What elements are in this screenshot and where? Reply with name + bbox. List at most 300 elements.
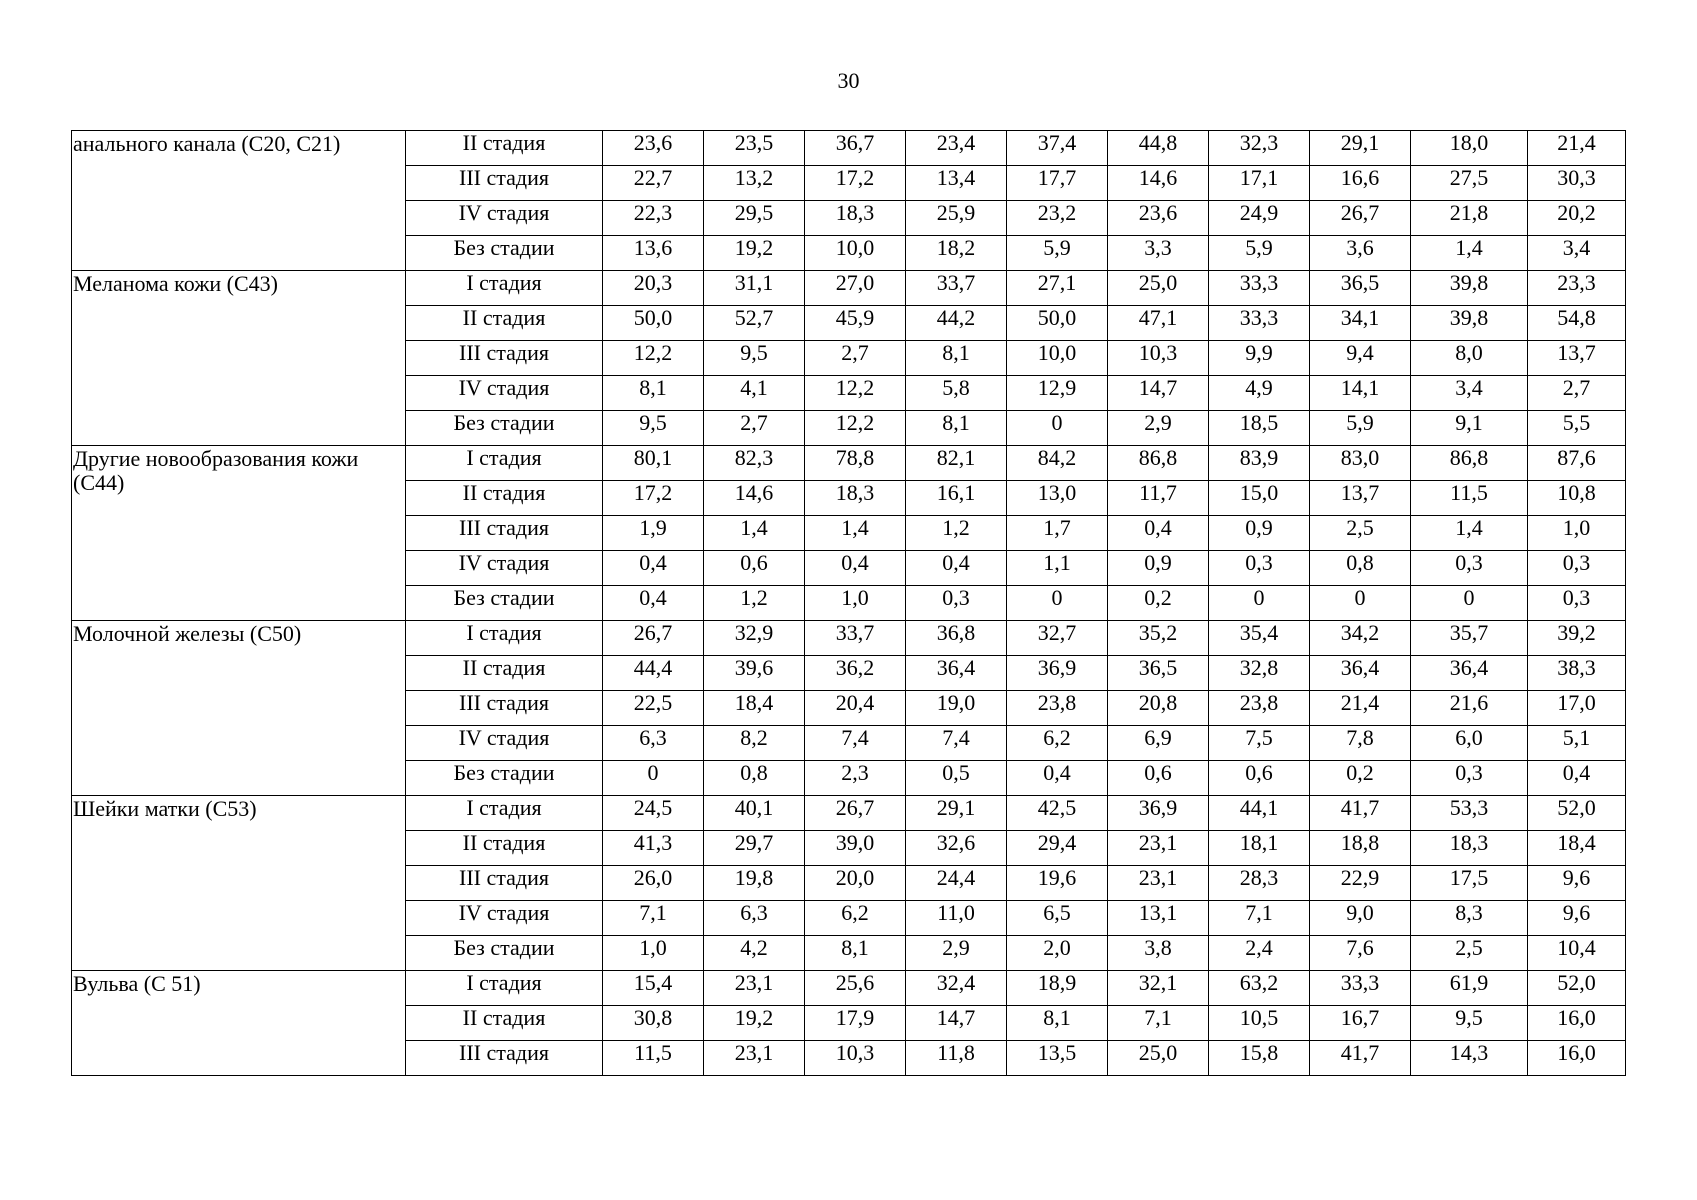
value-cell: 0,2 [1108, 586, 1209, 621]
value-cell: 5,5 [1528, 411, 1626, 446]
value-cell: 8,0 [1411, 341, 1528, 376]
value-cell: 9,4 [1310, 341, 1411, 376]
value-cell: 36,2 [805, 656, 906, 691]
value-cell: 10,0 [1007, 341, 1108, 376]
value-cell: 0,2 [1310, 761, 1411, 796]
value-cell: 0 [603, 761, 704, 796]
value-cell: 14,3 [1411, 1041, 1528, 1076]
value-cell: 13,6 [603, 236, 704, 271]
value-cell: 10,0 [805, 236, 906, 271]
value-cell: 13,1 [1108, 901, 1209, 936]
value-cell: 39,0 [805, 831, 906, 866]
value-cell: 24,9 [1209, 201, 1310, 236]
value-cell: 7,1 [603, 901, 704, 936]
value-cell: 4,1 [704, 376, 805, 411]
stage-label: III стадия [406, 341, 603, 376]
value-cell: 23,8 [1007, 691, 1108, 726]
value-cell: 0,8 [1310, 551, 1411, 586]
value-cell: 50,0 [603, 306, 704, 341]
value-cell: 19,0 [906, 691, 1007, 726]
value-cell: 18,3 [805, 201, 906, 236]
value-cell: 82,3 [704, 446, 805, 481]
value-cell: 0,4 [906, 551, 1007, 586]
stage-label: Без стадии [406, 236, 603, 271]
value-cell: 9,5 [1411, 1006, 1528, 1041]
value-cell: 8,2 [704, 726, 805, 761]
value-cell: 25,9 [906, 201, 1007, 236]
value-cell: 26,7 [1310, 201, 1411, 236]
value-cell: 39,6 [704, 656, 805, 691]
stage-label: II стадия [406, 656, 603, 691]
value-cell: 87,6 [1528, 446, 1626, 481]
value-cell: 84,2 [1007, 446, 1108, 481]
value-cell: 14,6 [1108, 166, 1209, 201]
value-cell: 80,1 [603, 446, 704, 481]
page-number: 30 [837, 68, 860, 93]
value-cell: 27,0 [805, 271, 906, 306]
value-cell: 83,0 [1310, 446, 1411, 481]
value-cell: 0,4 [1007, 761, 1108, 796]
value-cell: 10,3 [1108, 341, 1209, 376]
value-cell: 12,9 [1007, 376, 1108, 411]
value-cell: 6,3 [704, 901, 805, 936]
value-cell: 21,4 [1528, 131, 1626, 166]
value-cell: 23,1 [1108, 866, 1209, 901]
value-cell: 33,7 [805, 621, 906, 656]
value-cell: 4,9 [1209, 376, 1310, 411]
value-cell: 36,5 [1310, 271, 1411, 306]
value-cell: 24,4 [906, 866, 1007, 901]
value-cell: 86,8 [1411, 446, 1528, 481]
value-cell: 0,6 [1108, 761, 1209, 796]
value-cell: 0,5 [906, 761, 1007, 796]
value-cell: 8,1 [805, 936, 906, 971]
stage-distribution-table [71, 130, 1626, 1076]
value-cell: 0,3 [1411, 761, 1528, 796]
value-cell: 0 [1007, 586, 1108, 621]
value-cell: 2,7 [805, 341, 906, 376]
value-cell: 18,4 [704, 691, 805, 726]
value-cell: 20,3 [603, 271, 704, 306]
value-cell: 23,1 [704, 1041, 805, 1076]
value-cell: 33,3 [1310, 971, 1411, 1006]
value-cell: 0,9 [1209, 516, 1310, 551]
stage-label: I стадия [406, 621, 603, 656]
stage-label: Без стадии [406, 586, 603, 621]
stage-label: IV стадия [406, 201, 603, 236]
value-cell: 27,1 [1007, 271, 1108, 306]
value-cell: 17,0 [1528, 691, 1626, 726]
value-cell: 32,1 [1108, 971, 1209, 1006]
value-cell: 1,4 [1411, 236, 1528, 271]
value-cell: 23,4 [906, 131, 1007, 166]
value-cell: 22,9 [1310, 866, 1411, 901]
value-cell: 0,6 [704, 551, 805, 586]
stage-label: II стадия [406, 831, 603, 866]
value-cell: 2,7 [1528, 376, 1626, 411]
value-cell: 14,7 [1108, 376, 1209, 411]
value-cell: 82,1 [906, 446, 1007, 481]
value-cell: 10,4 [1528, 936, 1626, 971]
stage-label: I стадия [406, 446, 603, 481]
value-cell: 1,1 [1007, 551, 1108, 586]
value-cell: 1,4 [704, 516, 805, 551]
value-cell: 0 [1411, 586, 1528, 621]
value-cell: 23,1 [1108, 831, 1209, 866]
value-cell: 0,4 [1108, 516, 1209, 551]
value-cell: 8,1 [603, 376, 704, 411]
value-cell: 44,2 [906, 306, 1007, 341]
value-cell: 2,5 [1310, 516, 1411, 551]
value-cell: 0,3 [1411, 551, 1528, 586]
stage-label: II стадия [406, 1006, 603, 1041]
value-cell: 6,2 [805, 901, 906, 936]
value-cell: 36,8 [906, 621, 1007, 656]
value-cell: 3,8 [1108, 936, 1209, 971]
value-cell: 5,1 [1528, 726, 1626, 761]
value-cell: 9,5 [704, 341, 805, 376]
value-cell: 23,3 [1528, 271, 1626, 306]
stage-label: I стадия [406, 271, 603, 306]
stage-label: III стадия [406, 866, 603, 901]
value-cell: 7,6 [1310, 936, 1411, 971]
value-cell: 39,8 [1411, 306, 1528, 341]
value-cell: 0,4 [1528, 761, 1626, 796]
value-cell: 3,6 [1310, 236, 1411, 271]
value-cell: 33,3 [1209, 271, 1310, 306]
stage-label: Без стадии [406, 761, 603, 796]
value-cell: 16,7 [1310, 1006, 1411, 1041]
value-cell: 14,1 [1310, 376, 1411, 411]
value-cell: 29,1 [1310, 131, 1411, 166]
value-cell: 37,4 [1007, 131, 1108, 166]
value-cell: 19,2 [704, 236, 805, 271]
value-cell: 52,0 [1528, 971, 1626, 1006]
value-cell: 25,0 [1108, 1041, 1209, 1076]
value-cell: 40,1 [704, 796, 805, 831]
value-cell: 15,8 [1209, 1041, 1310, 1076]
value-cell: 7,8 [1310, 726, 1411, 761]
value-cell: 17,2 [603, 481, 704, 516]
value-cell: 7,1 [1209, 901, 1310, 936]
stage-label: II стадия [406, 481, 603, 516]
value-cell: 23,1 [704, 971, 805, 1006]
value-cell: 33,3 [1209, 306, 1310, 341]
value-cell: 11,8 [906, 1041, 1007, 1076]
value-cell: 26,7 [603, 621, 704, 656]
table-row [72, 131, 1626, 166]
value-cell: 28,3 [1209, 866, 1310, 901]
value-cell: 23,2 [1007, 201, 1108, 236]
value-cell: 9,9 [1209, 341, 1310, 376]
value-cell: 44,4 [603, 656, 704, 691]
value-cell: 23,5 [704, 131, 805, 166]
value-cell: 20,2 [1528, 201, 1626, 236]
value-cell: 4,2 [704, 936, 805, 971]
stage-label: III стадия [406, 166, 603, 201]
stage-label: II стадия [406, 131, 603, 166]
value-cell: 8,1 [906, 341, 1007, 376]
value-cell: 36,9 [1108, 796, 1209, 831]
value-cell: 6,3 [603, 726, 704, 761]
value-cell: 5,9 [1310, 411, 1411, 446]
value-cell: 1,0 [603, 936, 704, 971]
group-label: Другие новообразования кожи (С44) [72, 446, 406, 621]
value-cell: 32,3 [1209, 131, 1310, 166]
value-cell: 23,6 [603, 131, 704, 166]
value-cell: 36,4 [1411, 656, 1528, 691]
value-cell: 35,7 [1411, 621, 1528, 656]
value-cell: 29,5 [704, 201, 805, 236]
value-cell: 20,4 [805, 691, 906, 726]
value-cell: 16,0 [1528, 1041, 1626, 1076]
value-cell: 35,2 [1108, 621, 1209, 656]
value-cell: 36,9 [1007, 656, 1108, 691]
value-cell: 50,0 [1007, 306, 1108, 341]
value-cell: 1,0 [1528, 516, 1626, 551]
value-cell: 18,4 [1528, 831, 1626, 866]
stage-label: III стадия [406, 516, 603, 551]
value-cell: 1,2 [906, 516, 1007, 551]
stage-label: IV стадия [406, 551, 603, 586]
value-cell: 36,5 [1108, 656, 1209, 691]
stage-label: II стадия [406, 306, 603, 341]
value-cell: 12,2 [603, 341, 704, 376]
value-cell: 32,8 [1209, 656, 1310, 691]
value-cell: 52,0 [1528, 796, 1626, 831]
value-cell: 2,4 [1209, 936, 1310, 971]
value-cell: 2,7 [704, 411, 805, 446]
value-cell: 29,4 [1007, 831, 1108, 866]
value-cell: 3,4 [1411, 376, 1528, 411]
value-cell: 0,3 [906, 586, 1007, 621]
value-cell: 47,1 [1108, 306, 1209, 341]
stage-label: III стадия [406, 1041, 603, 1076]
value-cell: 12,2 [805, 376, 906, 411]
group-label: Шейки матки (С53) [72, 796, 406, 971]
value-cell: 0,3 [1528, 586, 1626, 621]
value-cell: 8,3 [1411, 901, 1528, 936]
value-cell: 29,7 [704, 831, 805, 866]
value-cell: 53,3 [1411, 796, 1528, 831]
value-cell: 5,9 [1007, 236, 1108, 271]
value-cell: 13,7 [1310, 481, 1411, 516]
value-cell: 26,7 [805, 796, 906, 831]
value-cell: 36,4 [906, 656, 1007, 691]
value-cell: 61,9 [1411, 971, 1528, 1006]
value-cell: 20,0 [805, 866, 906, 901]
table-row [72, 446, 1626, 481]
value-cell: 0,4 [603, 551, 704, 586]
value-cell: 10,8 [1528, 481, 1626, 516]
value-cell: 11,0 [906, 901, 1007, 936]
value-cell: 2,5 [1411, 936, 1528, 971]
value-cell: 34,2 [1310, 621, 1411, 656]
stage-label: IV стадия [406, 901, 603, 936]
value-cell: 21,6 [1411, 691, 1528, 726]
value-cell: 21,4 [1310, 691, 1411, 726]
value-cell: 23,8 [1209, 691, 1310, 726]
stage-label: I стадия [406, 796, 603, 831]
value-cell: 24,5 [603, 796, 704, 831]
value-cell: 14,6 [704, 481, 805, 516]
value-cell: 18,2 [906, 236, 1007, 271]
value-cell: 0,6 [1209, 761, 1310, 796]
stage-label: Без стадии [406, 411, 603, 446]
value-cell: 9,0 [1310, 901, 1411, 936]
value-cell: 17,9 [805, 1006, 906, 1041]
value-cell: 8,1 [906, 411, 1007, 446]
value-cell: 17,1 [1209, 166, 1310, 201]
value-cell: 9,6 [1528, 901, 1626, 936]
value-cell: 30,3 [1528, 166, 1626, 201]
value-cell: 0,9 [1108, 551, 1209, 586]
value-cell: 32,4 [906, 971, 1007, 1006]
value-cell: 9,5 [603, 411, 704, 446]
value-cell: 2,0 [1007, 936, 1108, 971]
value-cell: 39,2 [1528, 621, 1626, 656]
value-cell: 5,8 [906, 376, 1007, 411]
value-cell: 12,2 [805, 411, 906, 446]
value-cell: 29,1 [906, 796, 1007, 831]
value-cell: 9,1 [1411, 411, 1528, 446]
group-label: Молочной железы (С50) [72, 621, 406, 796]
value-cell: 16,0 [1528, 1006, 1626, 1041]
value-cell: 38,3 [1528, 656, 1626, 691]
value-cell: 21,8 [1411, 201, 1528, 236]
group-label: Вульва (С 51) [72, 971, 406, 1076]
value-cell: 16,6 [1310, 166, 1411, 201]
table-row [72, 621, 1626, 656]
value-cell: 0,3 [1528, 551, 1626, 586]
value-cell: 83,9 [1209, 446, 1310, 481]
value-cell: 10,5 [1209, 1006, 1310, 1041]
value-cell: 13,0 [1007, 481, 1108, 516]
group-label: Меланома кожи (С43) [72, 271, 406, 446]
value-cell: 31,1 [704, 271, 805, 306]
value-cell: 11,5 [603, 1041, 704, 1076]
value-cell: 41,7 [1310, 1041, 1411, 1076]
value-cell: 7,4 [805, 726, 906, 761]
value-cell: 0,4 [805, 551, 906, 586]
value-cell: 34,1 [1310, 306, 1411, 341]
value-cell: 3,3 [1108, 236, 1209, 271]
value-cell: 44,1 [1209, 796, 1310, 831]
value-cell: 32,9 [704, 621, 805, 656]
value-cell: 6,9 [1108, 726, 1209, 761]
value-cell: 17,7 [1007, 166, 1108, 201]
value-cell: 19,8 [704, 866, 805, 901]
value-cell: 18,5 [1209, 411, 1310, 446]
value-cell: 1,2 [704, 586, 805, 621]
value-cell: 19,6 [1007, 866, 1108, 901]
value-cell: 18,3 [805, 481, 906, 516]
value-cell: 2,9 [906, 936, 1007, 971]
value-cell: 20,8 [1108, 691, 1209, 726]
value-cell: 7,5 [1209, 726, 1310, 761]
value-cell: 41,3 [603, 831, 704, 866]
value-cell: 25,0 [1108, 271, 1209, 306]
value-cell: 54,8 [1528, 306, 1626, 341]
value-cell: 0 [1007, 411, 1108, 446]
value-cell: 7,1 [1108, 1006, 1209, 1041]
value-cell: 18,3 [1411, 831, 1528, 866]
value-cell: 17,5 [1411, 866, 1528, 901]
value-cell: 3,4 [1528, 236, 1626, 271]
table-row [72, 971, 1626, 1006]
value-cell: 7,4 [906, 726, 1007, 761]
value-cell: 15,4 [603, 971, 704, 1006]
stage-label: I стадия [406, 971, 603, 1006]
value-cell: 25,6 [805, 971, 906, 1006]
value-cell: 22,3 [603, 201, 704, 236]
value-cell: 1,4 [805, 516, 906, 551]
value-cell: 13,2 [704, 166, 805, 201]
value-cell: 5,9 [1209, 236, 1310, 271]
value-cell: 19,2 [704, 1006, 805, 1041]
value-cell: 22,5 [603, 691, 704, 726]
value-cell: 0,8 [704, 761, 805, 796]
value-cell: 23,6 [1108, 201, 1209, 236]
value-cell: 13,5 [1007, 1041, 1108, 1076]
value-cell: 86,8 [1108, 446, 1209, 481]
value-cell: 14,7 [906, 1006, 1007, 1041]
value-cell: 32,7 [1007, 621, 1108, 656]
value-cell: 2,3 [805, 761, 906, 796]
value-cell: 44,8 [1108, 131, 1209, 166]
value-cell: 0,3 [1209, 551, 1310, 586]
value-cell: 17,2 [805, 166, 906, 201]
value-cell: 10,3 [805, 1041, 906, 1076]
value-cell: 8,1 [1007, 1006, 1108, 1041]
value-cell: 18,1 [1209, 831, 1310, 866]
value-cell: 1,9 [603, 516, 704, 551]
value-cell: 22,7 [603, 166, 704, 201]
value-cell: 36,7 [805, 131, 906, 166]
value-cell: 0 [1310, 586, 1411, 621]
stage-label: IV стадия [406, 376, 603, 411]
table-body [72, 131, 1626, 1076]
table-row [72, 796, 1626, 831]
value-cell: 36,4 [1310, 656, 1411, 691]
value-cell: 1,7 [1007, 516, 1108, 551]
value-cell: 63,2 [1209, 971, 1310, 1006]
value-cell: 42,5 [1007, 796, 1108, 831]
stage-label: III стадия [406, 691, 603, 726]
value-cell: 13,4 [906, 166, 1007, 201]
value-cell: 41,7 [1310, 796, 1411, 831]
stage-label: Без стадии [406, 936, 603, 971]
value-cell: 6,0 [1411, 726, 1528, 761]
value-cell: 11,7 [1108, 481, 1209, 516]
value-cell: 18,0 [1411, 131, 1528, 166]
value-cell: 6,2 [1007, 726, 1108, 761]
value-cell: 27,5 [1411, 166, 1528, 201]
value-cell: 15,0 [1209, 481, 1310, 516]
value-cell: 30,8 [603, 1006, 704, 1041]
value-cell: 18,8 [1310, 831, 1411, 866]
value-cell: 78,8 [805, 446, 906, 481]
value-cell: 18,9 [1007, 971, 1108, 1006]
value-cell: 2,9 [1108, 411, 1209, 446]
value-cell: 32,6 [906, 831, 1007, 866]
value-cell: 9,6 [1528, 866, 1626, 901]
value-cell: 33,7 [906, 271, 1007, 306]
value-cell: 45,9 [805, 306, 906, 341]
value-cell: 6,5 [1007, 901, 1108, 936]
value-cell: 13,7 [1528, 341, 1626, 376]
stage-label: IV стадия [406, 726, 603, 761]
